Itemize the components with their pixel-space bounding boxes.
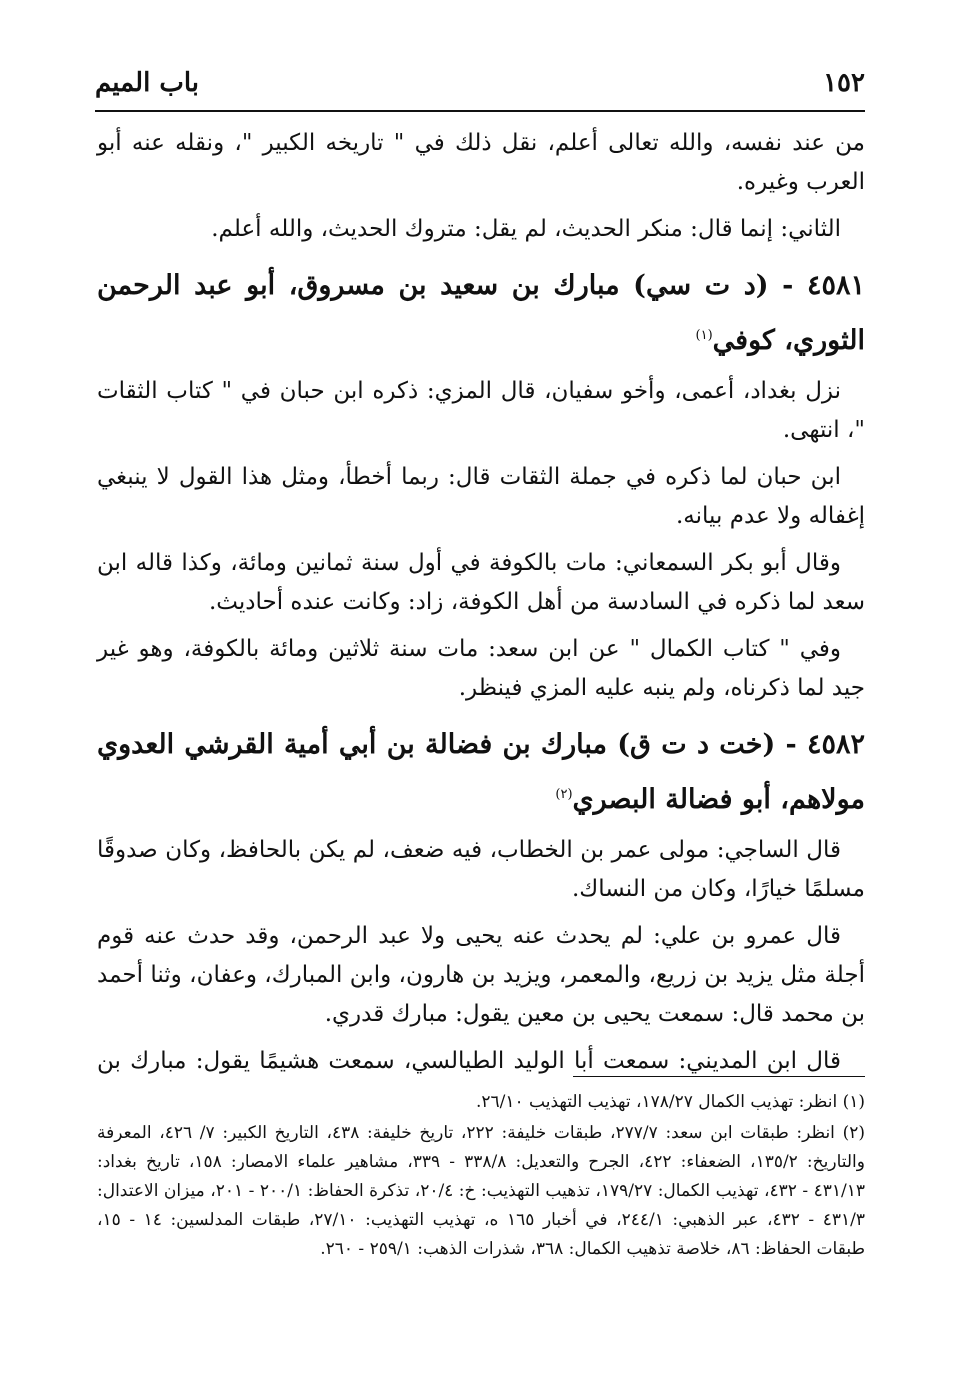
footnote-divider bbox=[573, 1076, 865, 1077]
paragraph: وقال أبو بكر السمعاني: مات بالكوفة في أول سنة ثمانين ومائة، وكذا قاله ابن سعد لما ذكره في السادسة من أهل الكوفة، زاد: وكانت عنده أحاديث. bbox=[97, 550, 865, 615]
footnote-reference: (١) bbox=[695, 328, 713, 343]
footnote-1: (١) انظر: تهذيب الكمال ١٧٨/٢٧، تهذيب التهذيب ٢٦/١٠. bbox=[475, 1092, 865, 1112]
paragraph: ابن حبان لما ذكره في جملة الثقات قال: ربما أخطأ، ومثل هذا القول لا ينبغي إغفاله ولا عدم بيانه. bbox=[97, 464, 865, 529]
running-title: باب الميم bbox=[95, 68, 200, 98]
paragraph: قال ابن المديني: سمعت أبا الوليد الطيالسي، سمعت هشيمًا يقول: مبارك بن bbox=[97, 1048, 841, 1074]
footnotes bbox=[97, 1088, 865, 1264]
paragraph: وفي " كتاب الكمال " عن ابن سعد: مات سنة ثلاثين ومائة بالكوفة، وهو غير جيد لما ذكرناه، ولم ينبه عليه المزي فينظر. bbox=[97, 636, 865, 701]
entry-heading-4581 bbox=[97, 261, 865, 366]
paragraph: الثاني: إنما قال: منكر الحديث، لم يقل: متروك الحديث، والله أعلم. bbox=[211, 216, 841, 242]
footnote-2: (٢) انظر: طبقات ابن سعد: ٢٧٧/٧، طبقات خليفة: ٢٢٢، تاريخ خليفة: ٤٣٨، التاريخ الكبير: ٧/ ٤٢٦، المعرفة والتاريخ: ١٣٥/٢، الضعفاء: ٤٢٢، الجرح والتعديل: ٣٣٨/٨ - ٣٣٩، مشاهير علماء الامصار: ١٥٨، تاريخ بغداد: ٤٣١/١٣ - ٤٣٢، تهذيب الكمال: ١٧٩/٢٧، تذهيب التهذيب: خ: ٢٠/٤، تذكرة الحفاظ: ٢٠٠/١ - ٢٠١، ميزان الاعتدال: ٤٣١/٣ - ٤٣٢، عبر الذهبي: ٢٤٤/١، في أخبار ١٦٥ ه، تهذيب التهذيب: ٢٧/١٠، طبقات المدلسين: ١٤ - ١٥، طبقات الحفاظ: ٨٦، خلاصة تذهيب الكمال: ٣٦٨، شذرات الذهب: ٢٥٩/١ - ٢٦٠. bbox=[97, 1123, 865, 1259]
paragraph: قال عمرو بن علي: لم يحدث عنه يحيى ولا عبد الرحمن، وقد حدث عنه قوم أجلة مثل يزيد بن زريع، والمعمر، ويزيد بن هارون، وابن المبارك، وعفان، وثنا أحمد بن محمد قال: سمعت يحيى بن معين يقول: مبارك قدري. bbox=[97, 923, 865, 1027]
paragraph: قال الساجي: مولى عمر بن الخطاب، فيه ضعف، لم يكن بالحافظ، وكان صدوقًا مسلمًا خيارًا، وكان من النساك. bbox=[97, 837, 865, 902]
paragraph: نزل بغداد، أعمى، وأخو سفيان، قال المزي: ذكره ابن حبان في " كتاب الثقات "، انتهى. bbox=[97, 378, 865, 443]
entry-title: ٤٥٨٢ - (خت د ت ق) مبارك بن فضالة بن أبي أمية القرشي العدوي مولاهم، أبو فضالة البصري bbox=[97, 729, 865, 815]
entry-title: ٤٥٨١ - (د ت سي) مبارك بن سعيد بن مسروق، أبو عبد الرحمن الثوري، كوفي bbox=[97, 270, 865, 356]
paragraph-continuation: من عند نفسه، والله تعالى أعلم، نقل ذلك في " تاريخه الكبير "، ونقله عنه أبو العرب وغيره. bbox=[97, 130, 865, 195]
entry-heading-4582 bbox=[97, 720, 865, 825]
page-header bbox=[95, 62, 865, 112]
main-text bbox=[97, 124, 865, 1081]
page-number: ١٥٢ bbox=[823, 68, 865, 98]
footnote-reference: (٢) bbox=[555, 787, 573, 802]
